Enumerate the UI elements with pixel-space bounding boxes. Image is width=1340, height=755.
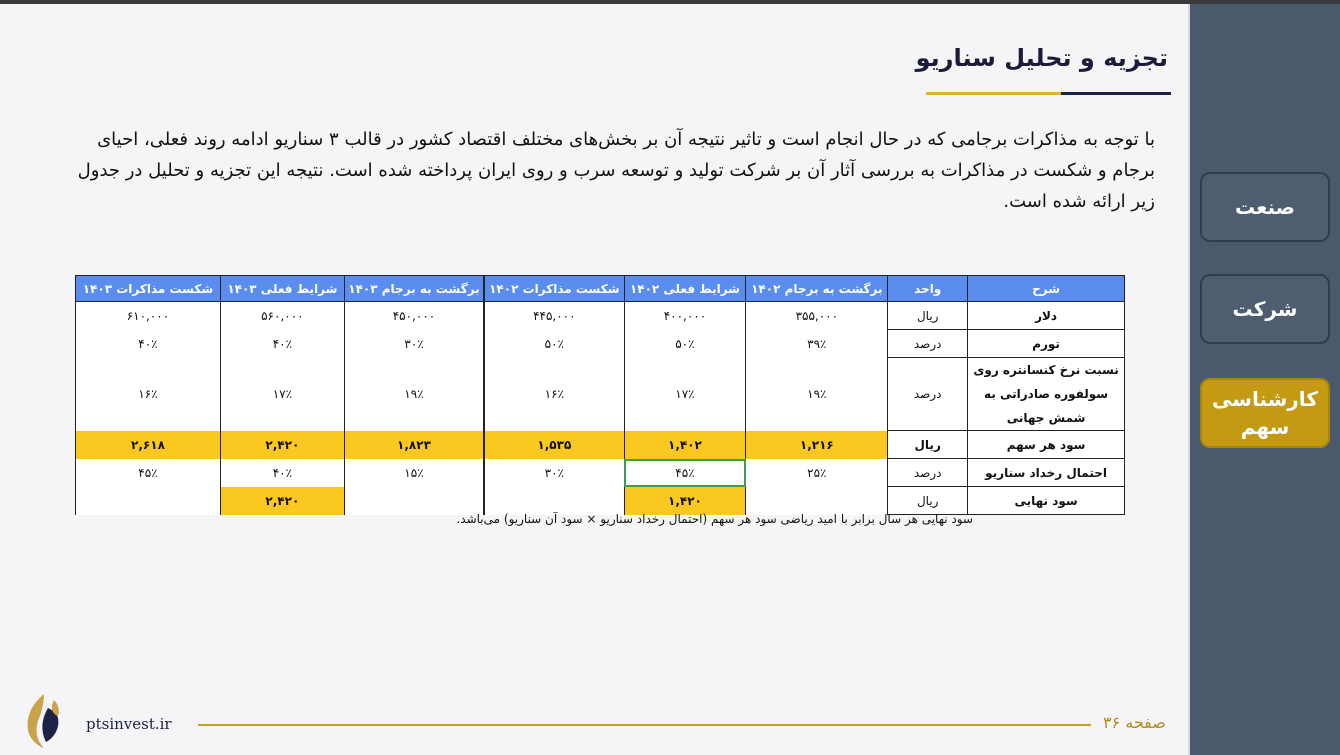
- col-header: برگشت به برجام ۱۴۰۲: [746, 276, 888, 302]
- row-unit: درصد: [888, 330, 968, 358]
- table-row: [76, 302, 1125, 330]
- table-cell: ۴۰٪: [220, 330, 344, 358]
- row-unit: ریال: [888, 487, 968, 515]
- col-header: شرح: [968, 276, 1125, 302]
- col-header: شرایط فعلی ۱۴۰۳: [220, 276, 344, 302]
- row-unit: درصد: [888, 358, 968, 431]
- table-cell: ۳۰٪: [344, 330, 484, 358]
- nav-button-stock-valuation[interactable]: کارشناسی سهم: [1200, 378, 1330, 448]
- table-cell: ۴۵٪: [76, 459, 221, 487]
- table-cell: ۵۰٪: [484, 330, 624, 358]
- table-cell: ۱۷٪: [624, 358, 746, 431]
- table-cell: ۲۵٪: [746, 459, 888, 487]
- table-row-final: [76, 487, 1125, 515]
- nav-button-industry[interactable]: صنعت: [1200, 172, 1330, 242]
- table-cell: [484, 487, 624, 515]
- row-label: احتمال رخداد سناریو: [968, 459, 1125, 487]
- title-underline: [926, 92, 1171, 95]
- intro-paragraph: با توجه به مذاکرات برجامی که در حال انجام است و تاثیر نتیجه آن بر بخش‌های مختلف اقتصاد کشور در قالب ۳ سناریو ادامه روند فعلی، احیای برجام و شکست در مذاکرات به بررسی آثار آن بر شرکت تولید و توسعه سرب و روی ایران پرداخته شده است. نتیجه این تجزیه و تحلیل در جدول زیر ارائه شده است.: [77, 129, 1155, 212]
- table-cell: ۱۵٪: [344, 459, 484, 487]
- slide: [0, 4, 1188, 755]
- footer-url: ptsinvest.ir: [86, 715, 172, 733]
- table-row: [76, 459, 1125, 487]
- col-header: شکست مذاکرات ۱۴۰۲: [484, 276, 624, 302]
- table-cell: ۱,۸۲۳: [344, 431, 484, 459]
- table-cell: ۴۴۵,۰۰۰: [484, 302, 624, 330]
- col-header: واحد: [888, 276, 968, 302]
- table-cell: ۵۰٪: [624, 330, 746, 358]
- table-cell: ۲,۶۱۸: [76, 431, 221, 459]
- table-cell: ۱,۲۱۶: [746, 431, 888, 459]
- table-cell: ۱۶٪: [484, 358, 624, 431]
- col-header: برگشت به برجام ۱۴۰۳: [344, 276, 484, 302]
- table-cell: ۴۵۰,۰۰۰: [344, 302, 484, 330]
- table-cell: ۵۶۰,۰۰۰: [220, 302, 344, 330]
- table-cell: ۴۰۰,۰۰۰: [624, 302, 746, 330]
- table-cell: ۶۱۰,۰۰۰: [76, 302, 221, 330]
- page-title: تجزیه و تحلیل سناریو: [915, 44, 1168, 72]
- footnote: سود نهایی هر سال برابر با امید ریاضی سود هر سهم (احتمال رخداد سناریو × سود آن سناریو) می‌باشد.: [456, 512, 973, 526]
- table-cell: [746, 487, 888, 515]
- row-label: دلار: [968, 302, 1125, 330]
- table-cell: ۴۰٪: [76, 330, 221, 358]
- table-cell: ۳۹٪: [746, 330, 888, 358]
- table-cell: ۱,۴۲۰: [624, 487, 746, 515]
- row-label: نسبت نرخ کنسانتره روی سولفوره صادراتی به شمش جهانی: [968, 358, 1125, 431]
- table-cell: ۱۷٪: [220, 358, 344, 431]
- page-number: صفحه ۳۶: [1103, 713, 1166, 732]
- table-cell: ۱,۴۰۲: [624, 431, 746, 459]
- table-cell: ۱۶٪: [76, 358, 221, 431]
- row-unit: درصد: [888, 459, 968, 487]
- table-cell: ۱,۵۳۵: [484, 431, 624, 459]
- row-label: تورم: [968, 330, 1125, 358]
- col-header: شرایط فعلی ۱۴۰۲: [624, 276, 746, 302]
- table-cell: ۱۹٪: [344, 358, 484, 431]
- table-cell: ۳۵۵,۰۰۰: [746, 302, 888, 330]
- table-cell: [76, 487, 221, 515]
- table-row-eps: [76, 431, 1125, 459]
- table-cell: ۴۵٪: [624, 459, 746, 487]
- row-unit: ریال: [888, 302, 968, 330]
- scenario-table: [75, 275, 1125, 515]
- company-logo-icon: [14, 690, 74, 752]
- table-cell: ۳۰٪: [484, 459, 624, 487]
- table-cell: ۲,۴۲۰: [220, 487, 344, 515]
- row-unit: ریال: [888, 431, 968, 459]
- side-nav: [1188, 4, 1340, 755]
- table-row: [76, 330, 1125, 358]
- table-cell: ۲,۴۲۰: [220, 431, 344, 459]
- row-label: سود نهایی: [968, 487, 1125, 515]
- table-cell: [344, 487, 484, 515]
- table-row: [76, 358, 1125, 431]
- row-label: سود هر سهم: [968, 431, 1125, 459]
- col-header: شکست مذاکرات ۱۴۰۳: [76, 276, 221, 302]
- table-cell: ۴۰٪: [220, 459, 344, 487]
- nav-button-company[interactable]: شرکت: [1200, 274, 1330, 344]
- table-header-row: [76, 276, 1125, 302]
- footer-line: [198, 724, 1091, 726]
- table-cell: ۱۹٪: [746, 358, 888, 431]
